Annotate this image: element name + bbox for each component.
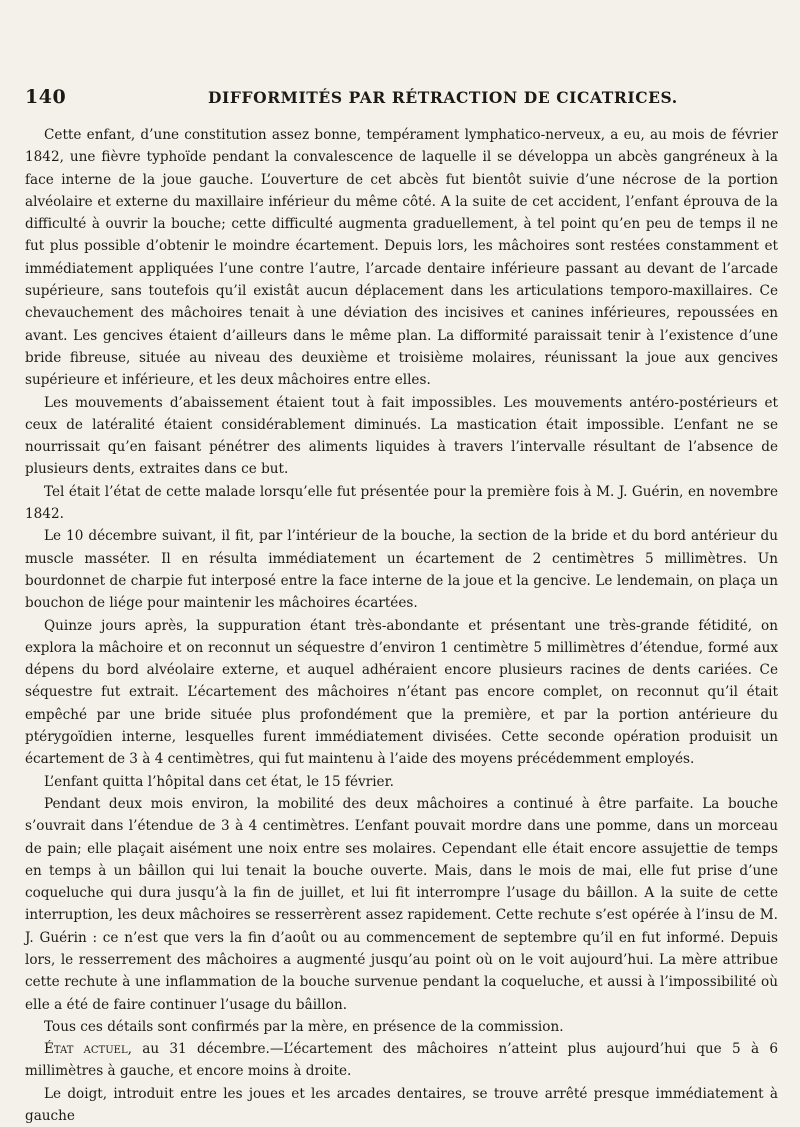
running-header <box>25 84 778 110</box>
paragraph-second-operation: Quinze jours après, la suppuration étant très-abondante et présentant une très-grande fétidité, on explora la mâchoire et on reconnut un séquestre d’environ 1 centimètre 5 millimètres d’étendue, formé aux dépens du bord alvéolaire externe, et auquel adhéraient encore plusieurs racines de dents cariées. Ce séquestre fut extrait. L’écartement des mâchoires n’étant pas encore complet, on reconnut qu’il était empêché par une bride située plus profondément que la première, et par la portion antérieure du ptérygoïdien interne, lesquelles furent immédiatement divisées. Cette seconde opération produisit un écartement de 3 à 4 centimètres, qui fut maintenu à l’aide des moyens précédemment employés. <box>25 617 778 768</box>
paragraph-relapse: Pendant deux mois environ, la mobilité des deux mâchoires a continué à être parfaite. La bouche s’ouvrait dans l’étendue de 3 à 4 centimètres. L’enfant pouvait mordre dans une pomme, dans un morceau de pain; elle plaçait aisément une noix entre ses molaires. Cependant elle était encore assujettie de temps en temps à un bâillon qui lui tenait la bouche ouverte. Mais, dans le mois de mai, elle fut prise d’une coqueluche qui dura jusqu’à la fin de juillet, et lui fit interrompre l’usage du bâillon. A la suite de cette interruption, les deux mâchoires se resserrèrent assez rapidement. Cette rechute s’est opérée à l’insu de M. J. Guérin : ce n’est que vers la fin d’août ou au commencement de septembre qu’il en fut informé. Depuis lors, le resserrement des mâchoires a augmenté jusqu’au point où on le voit aujourd’hui. La mère attribue cette rechute à une inflammation de la bouche survenue pendant la coqueluche, et aussi à l’impossibilité où elle a été de faire continuer l’usage du bâillon. <box>25 795 778 1013</box>
running-title: DIFFORMITÉS PAR RÉTRACTION DE CICATRICES. <box>208 88 678 107</box>
body-text <box>25 124 778 1127</box>
paragraph-examination: Le doigt, introduit entre les joues et les arcades dentaires, se trouve arrêté presque immédiatement à gauche <box>25 1085 778 1125</box>
paragraph-discharge: L’enfant quitta l’hôpital dans cet état, le 15 février. <box>44 773 394 790</box>
paragraph-first-operation: Le 10 décembre suivant, il fit, par l’intérieur de la bouche, la section de la bride et du bord antérieur du muscle masséter. Il en résulta immédiatement un écartement de 2 centimètres 5 millimètres. Un bourdonnet de charpie fut interposé entre la face interne de la joue et la gencive. Le lendemain, on plaça un bouchon de liége pour maintenir les mâchoires écartées. <box>25 528 778 612</box>
current-state-text: , au 31 décembre.—L’écartement des mâchoires n’atteint plus aujourd’hui que 5 à 6 millimètres à gauche, et encore moins à droite. <box>25 1041 778 1080</box>
paragraph-confirmation: Tous ces détails sont confirmés par la mère, en présence de la commission. <box>44 1018 564 1035</box>
paragraph-case-history: Cette enfant, d’une constitution assez bonne, tempérament lymphatico-nerveux, a eu, au mois de février 1842, une fièvre typhoïde pendant la convalescence de laquelle il se développa un abcès gangréneux à la face interne de la joue gauche. L’ouverture de cet abcès fut bientôt suivie d’une nécrose de la portion alvéolaire et externe du maxillaire inférieur du même côté. A la suite de cet accident, l’enfant éprouva de la difficulté à ouvrir la bouche; cette difficulté augmenta graduellement, à tel point qu’en peu de temps il ne fut plus possible d’obtenir le moindre écartement. Depuis lors, les mâchoires sont restées constamment et immédiatement appliquées l’une contre l’autre, l’arcade dentaire inférieure passant au devant de l’arcade supérieure, sans toutefois qu’il existât aucun déplacement dans les articulations temporo-maxillaires. Ce chevauchement des mâchoires tenait à une déviation des incisives et canines inférieures, repoussées en avant. Les gencives étaient d’ailleurs dans le même plan. La difformité paraissait tenir à l’existence d’une bride fibreuse, située au niveau des deuxième et troisième molaires, réunissant la joue aux gencives supérieure et inférieure, et les deux mâchoires entre elles. <box>25 127 778 389</box>
paragraph-presentation: Tel était l’état de cette malade lorsqu’elle fut présentée pour la première fois à M. J. Guérin, en novembre 1842. <box>25 483 778 523</box>
current-state-label: État actuel <box>44 1041 128 1058</box>
paragraph-movements: Les mouvements d’abaissement étaient tout à fait impossibles. Les mouvements antéro-postérieurs et ceux de latéralité étaient considérablement diminués. La mastication était impossible. L’enfant ne se nourrissait qu’en faisant pénétrer des aliments liquides à travers l’intervalle résultant de l’absence de plusieurs dents, extraites dans ce but. <box>25 394 778 478</box>
page-number: 140 <box>25 86 67 108</box>
paragraph-current-state <box>25 1038 778 1083</box>
